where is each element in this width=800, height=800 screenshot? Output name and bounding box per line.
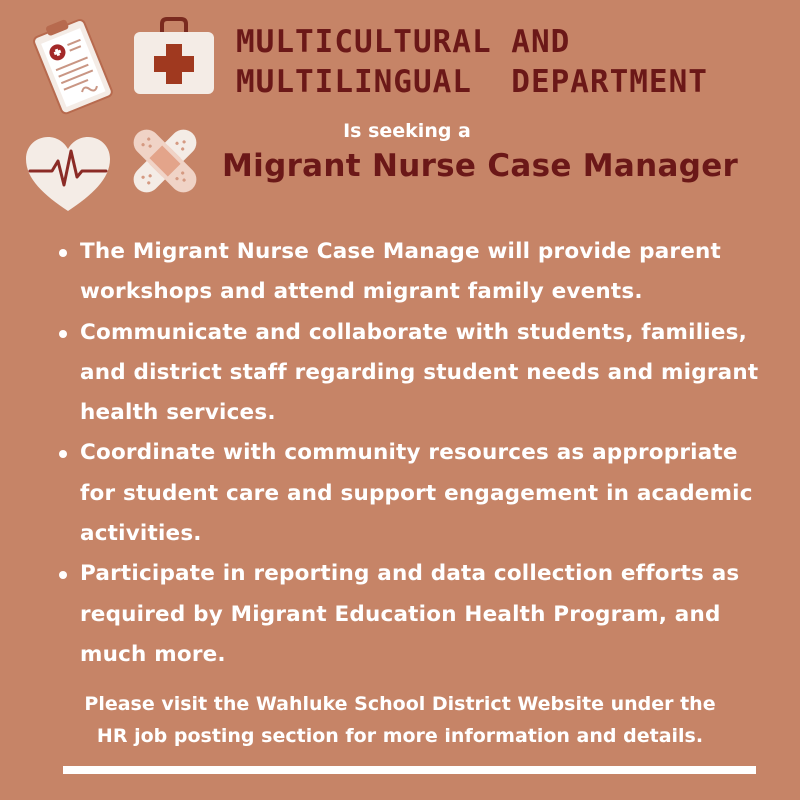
department-title — [236, 22, 796, 102]
visit-website-note — [0, 688, 800, 752]
list-item — [80, 554, 780, 675]
heartbeat-icon — [24, 135, 112, 215]
list-item-text: Coordinate with community resources as appropriate for student care and support engagement in academic activities. — [80, 440, 753, 547]
list-item-text: Communicate and collaborate with students, families, and district staff regarding student needs and migrant health services. — [80, 319, 759, 426]
department-title-line-1: MULTICULTURAL AND — [236, 24, 571, 60]
responsibilities-list — [80, 232, 780, 675]
list-item — [80, 433, 780, 554]
list-item — [80, 313, 780, 434]
department-title-line-2: MULTILINGUAL DEPARTMENT — [236, 64, 708, 100]
seeking-subtitle: Is seeking a — [343, 120, 471, 142]
footer-divider — [63, 766, 756, 774]
list-item-text: The Migrant Nurse Case Manage will provide parent workshops and attend migrant family events. — [80, 239, 721, 305]
list-item-text: Participate in reporting and data collection efforts as required by Migrant Education Health Program, and much more. — [80, 561, 740, 667]
job-title: Migrant Nurse Case Manager — [222, 148, 739, 184]
list-item — [80, 232, 780, 313]
first-aid-kit-icon — [132, 16, 216, 98]
visit-note-line-1: Please visit the Wahluke School District Website under the — [84, 693, 716, 715]
visit-note-line-2: HR job posting section for more information and details. — [96, 725, 704, 747]
clipboard-icon — [22, 12, 122, 122]
